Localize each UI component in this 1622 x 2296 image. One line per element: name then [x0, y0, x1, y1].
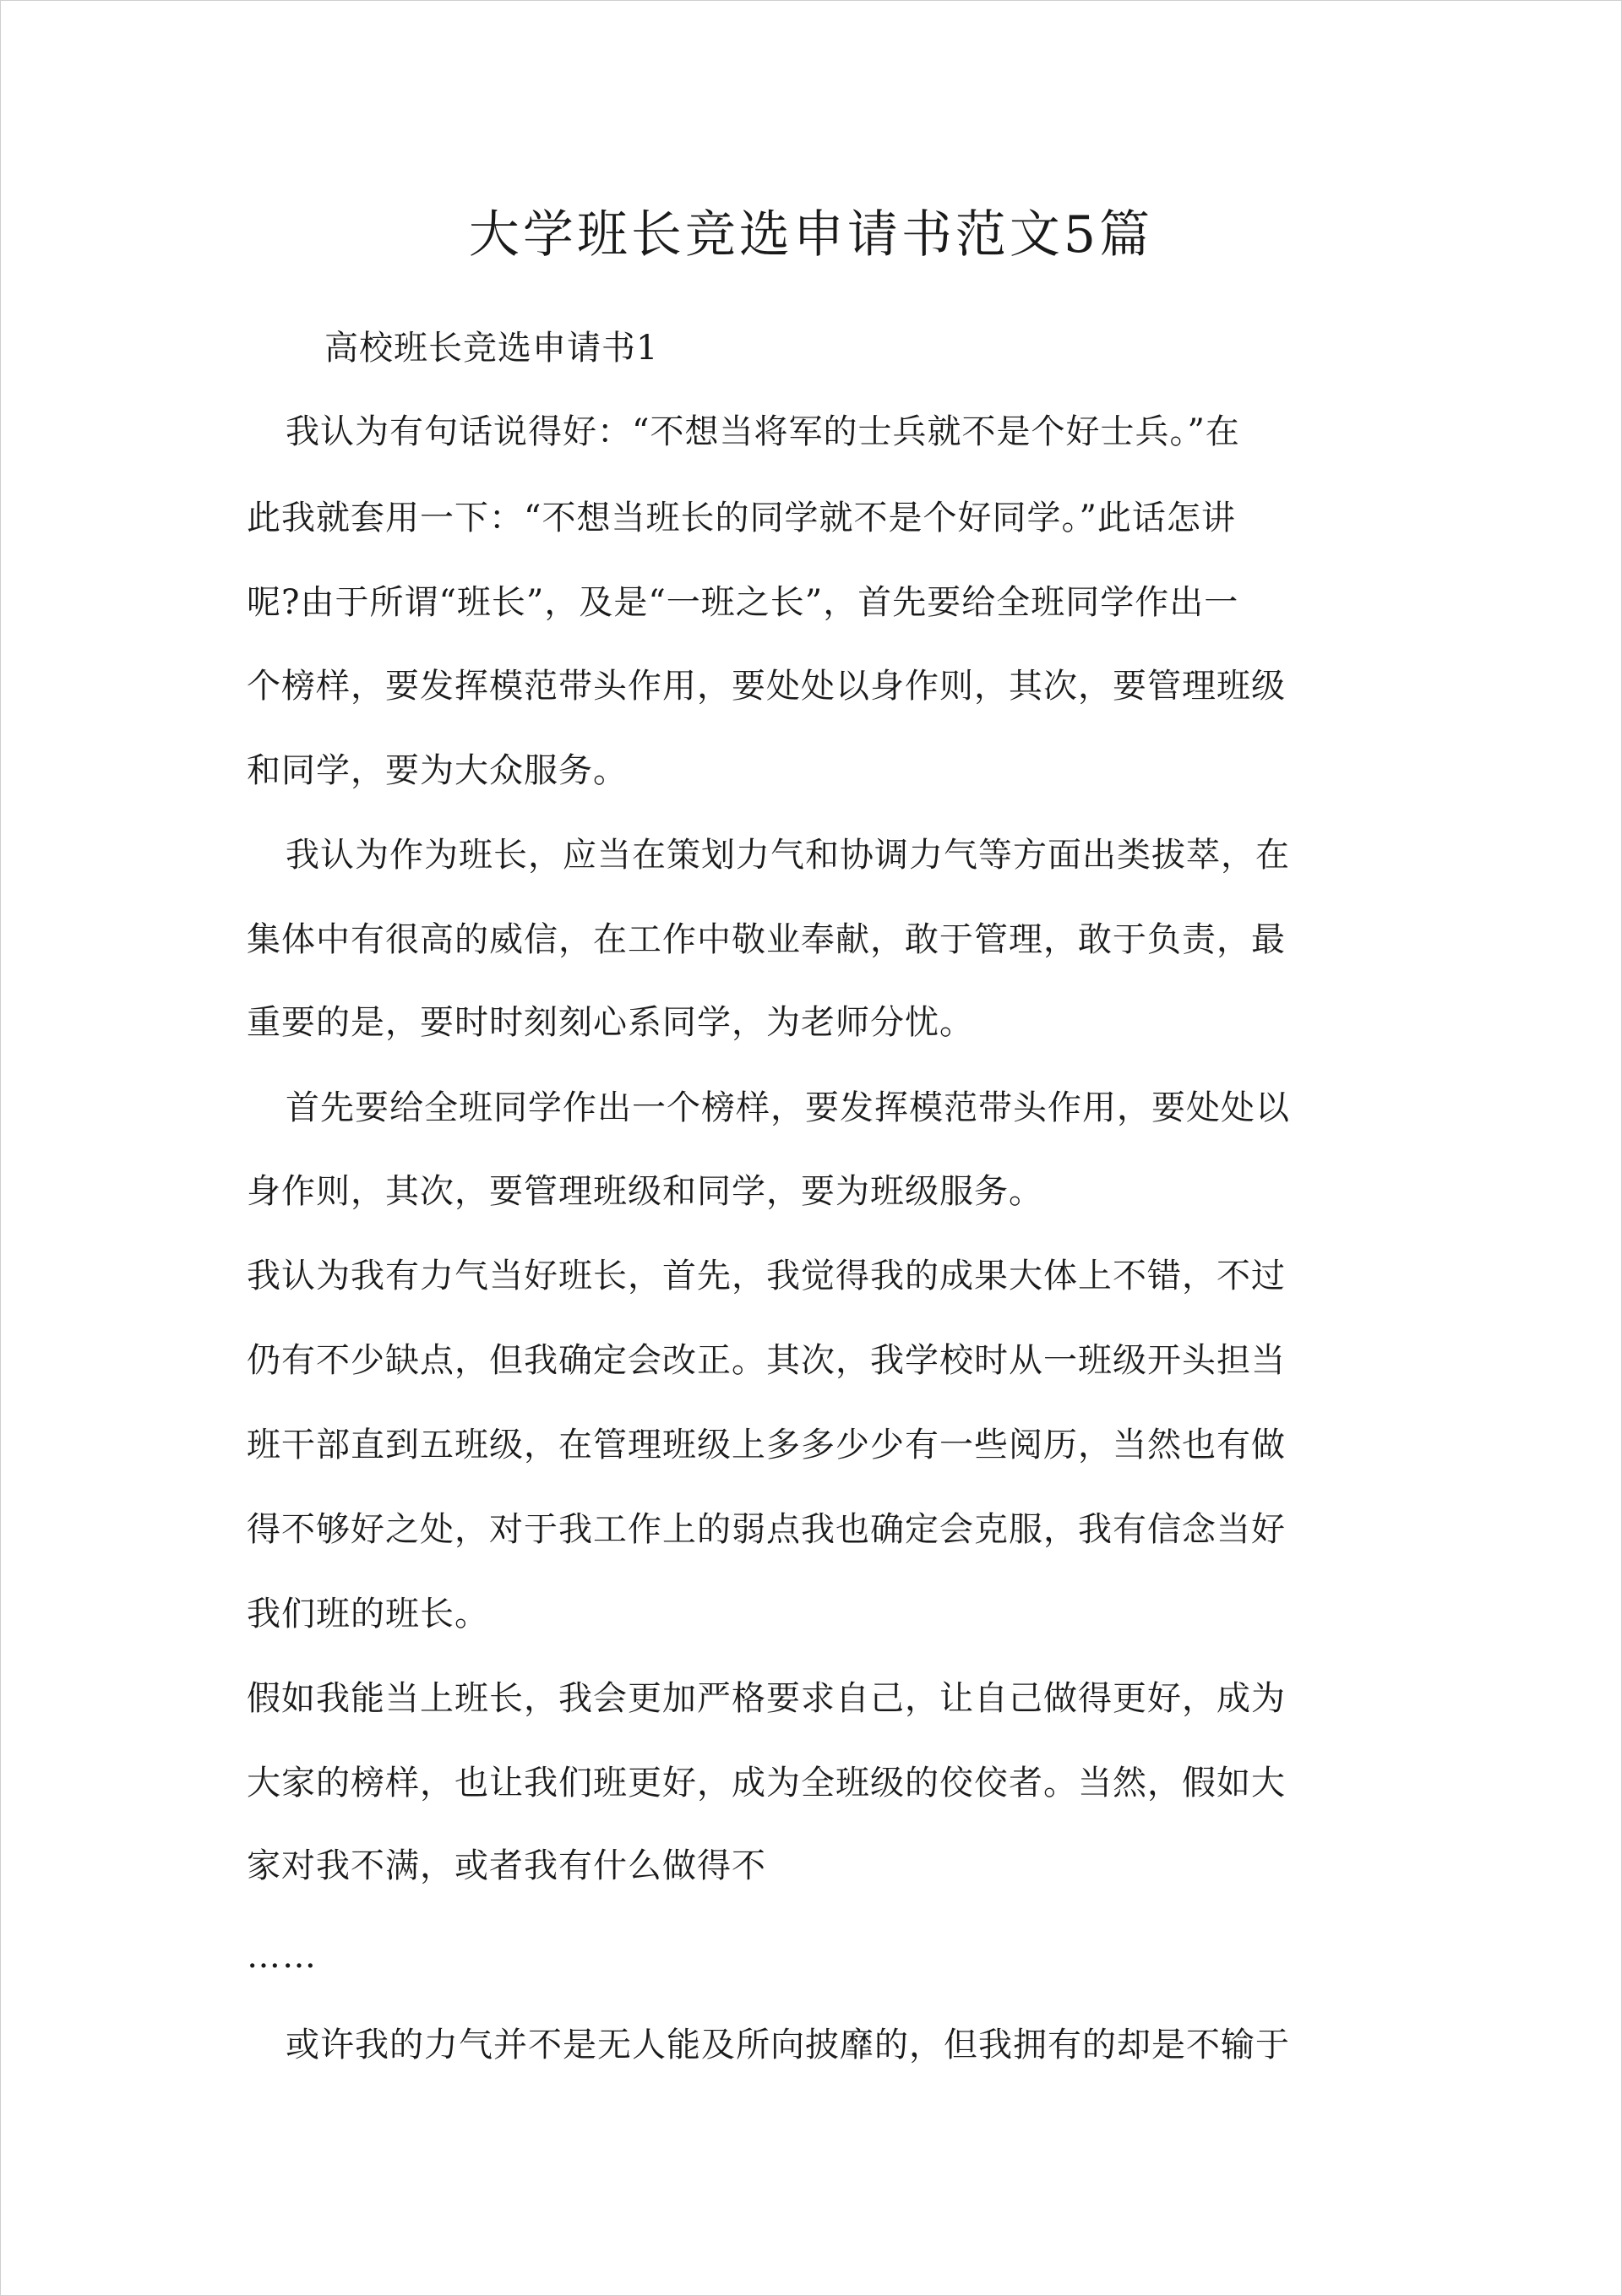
paragraph-line: 此我就套用一下：“不想当班长的同学就不是个好同学。”此话怎讲	[247, 499, 1236, 537]
paragraph-line: 班干部直到五班级，在管理班级上多多少少有一些阅历，当然也有做	[247, 1426, 1286, 1464]
section-heading: 高校班长竞选申请书1	[324, 329, 659, 368]
paragraph-line: 或许我的力气并不是无人能及所向披靡的，但我拥有的却是不输于	[286, 2026, 1290, 2064]
paragraph-line: 个榜样，要发挥模范带头作用，要处处以身作则，其次，要管理班级	[247, 667, 1286, 706]
paragraph-line: 呢?由于所谓“班长”，及是“一班之长”，首先要给全班同学作出一	[247, 583, 1239, 622]
paragraph-line: 大家的榜样，也让我们班更好，成为全班级的佼佼者。当然，假如大	[247, 1764, 1286, 1802]
paragraph-line: 我们班的班长。	[247, 1595, 489, 1633]
paragraph-line: 我认为我有力气当好班长，首先，我觉得我的成果大体上不错，不过	[247, 1257, 1286, 1295]
ellipsis-mark: ……	[247, 1937, 318, 1976]
paragraph-line: 我认为作为班长，应当在策划力气和协调力气等方面出类拔萃，在	[286, 836, 1290, 875]
paragraph-line: 身作则，其次，要管理班级和同学，要为班级服务。	[247, 1172, 1043, 1211]
paragraph-line: 集体中有很高的威信，在工作中敬业奉献，敢于管理，敢于负责，最	[247, 920, 1286, 959]
paragraph-line: 仍有不少缺点，但我确定会改正。其次，我学校时从一班级开头担当	[247, 1341, 1286, 1380]
paragraph-line: 首先要给全班同学作出一个榜样，要发挥模范带头作用，要处处以	[286, 1088, 1290, 1127]
paragraph-line: 假如我能当上班长，我会更加严格要求自己，让自己做得更好，成为	[247, 1679, 1286, 1718]
paragraph-line: 我认为有句话说得好：“不想当将军的士兵就不是个好士兵。”在	[286, 412, 1240, 451]
paragraph-line: 和同学，要为大众服务。	[247, 751, 628, 790]
document-title: 大学班长竞选申请书范文5篇	[468, 205, 1154, 265]
paragraph-line: 重要的是，要时时刻刻心系同学，为老师分忧。	[247, 1003, 974, 1042]
paragraph-line: 得不够好之处，对于我工作上的弱点我也确定会克服，我有信念当好	[247, 1510, 1286, 1549]
paragraph-line: 家对我不满，或者我有什么做得不	[247, 1846, 766, 1885]
